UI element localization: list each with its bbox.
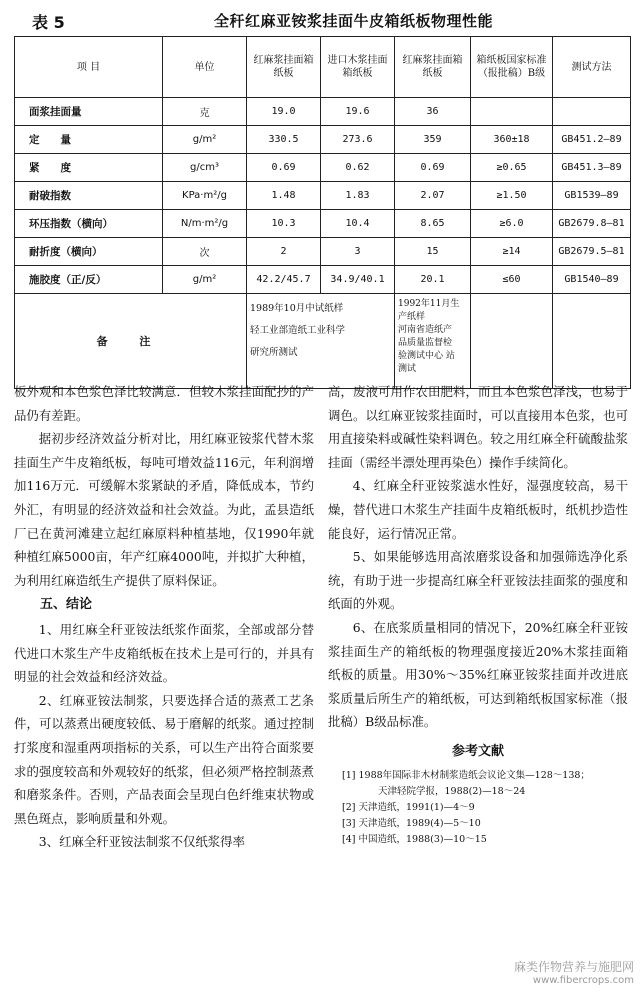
- cell-unit: 克: [163, 98, 247, 126]
- cell-item: 面浆挂面量: [15, 98, 163, 126]
- cell-value: 36: [395, 98, 471, 126]
- cell-unit: KPa·m²/g: [163, 182, 247, 210]
- left-column: [14, 380, 314, 854]
- remark-empty-cell: [471, 294, 553, 389]
- cell-standard: ≥0.65: [471, 154, 553, 182]
- cell-unit: N/m·m²/g: [163, 210, 247, 238]
- header-kenaf-1989: 红麻浆挂面箱纸板: [247, 37, 321, 98]
- cell-method: [553, 98, 631, 126]
- cell-unit: 次: [163, 238, 247, 266]
- cell-item: 紧 度: [15, 154, 163, 182]
- properties-table: [14, 36, 631, 389]
- remark-empty-cell: [553, 294, 631, 389]
- table-number: 表 5: [32, 13, 65, 32]
- header-national-standard: 箱纸板国家标准（报批稿）B级: [471, 37, 553, 98]
- remark-line: 轻工业部造纸工业科学: [250, 325, 346, 336]
- table-header-row: [15, 37, 631, 98]
- cell-value: 1.83: [321, 182, 395, 210]
- header-kenaf-1992: 红麻浆挂面箱纸板: [395, 37, 471, 98]
- remark-line: 1989年10月中试纸样: [250, 303, 344, 314]
- cell-value: 3: [321, 238, 395, 266]
- cell-method: GB1539—89: [553, 182, 631, 210]
- watermark: [514, 958, 634, 986]
- table-row: [15, 98, 631, 126]
- cell-value: 19.6: [321, 98, 395, 126]
- cell-unit: g/m²: [163, 266, 247, 294]
- cell-value: 15: [395, 238, 471, 266]
- header-imported-wood: 进口木浆挂面箱纸板: [321, 37, 395, 98]
- cell-value: 42.2/45.7: [247, 266, 321, 294]
- reference-item: 天津轻院学报，1988(2)—18～24: [378, 785, 526, 797]
- table-row: [15, 126, 631, 154]
- cell-standard: [471, 98, 553, 126]
- references-list: [328, 768, 628, 848]
- cell-item: 施胶度（正/反）: [15, 266, 163, 294]
- cell-value: 0.69: [247, 154, 321, 182]
- paragraph: 2、红麻亚铵法制浆，只要选择合适的蒸煮工艺条件，可以蒸煮出硬度较低、易于磨解的纸浆。通过控制打浆度和湿重两项指标的关系，可以生产出符合面浆要求的强度较高和外观较好的纸浆，但必须严格控制蒸煮和磨浆条件。否则，产品表面会呈现白色纤维束状物或黑色斑点，影响质量和外观。: [14, 692, 314, 826]
- table-title: 全秆红麻亚铵浆挂面牛皮箱纸板物理性能: [214, 12, 494, 30]
- header-test-method: 测试方法: [553, 37, 631, 98]
- cell-value: 10.4: [321, 210, 395, 238]
- header-unit: 单位: [163, 37, 247, 98]
- reference-item: [4] 中国造纸，1988(3)—10～15: [342, 833, 487, 845]
- cell-item: 耐折度（横向）: [15, 238, 163, 266]
- cell-method: GB1540—89: [553, 266, 631, 294]
- cell-standard: ≥1.50: [471, 182, 553, 210]
- table-row: [15, 238, 631, 266]
- section-heading-conclusion: 五、结论: [40, 597, 93, 613]
- paragraph: 6、在底浆质量相同的情况下，20%红麻全秆亚铵浆挂面生产的箱纸板的物理强度接近20%木浆挂面箱纸板的质量。用30%～35%红麻亚铵浆挂面并改进底浆质量后所生产的箱纸板，可达到箱纸板国家标准（报批稿）B级品标准。: [328, 619, 628, 730]
- cell-value: 0.62: [321, 154, 395, 182]
- cell-value: 359: [395, 126, 471, 154]
- remark-line: 1992年11月生: [398, 299, 460, 309]
- paragraph: 5、如果能够选用高浓磨浆设备和加强筛选净化系统，有助于进一步提高红麻全秆亚铵法挂面浆的强度和纸面的外观。: [328, 549, 628, 612]
- cell-method: GB451.2—89: [553, 126, 631, 154]
- cell-value: 20.1: [395, 266, 471, 294]
- cell-method: GB451.3—89: [553, 154, 631, 182]
- cell-item: 环压指数（横向）: [15, 210, 163, 238]
- cell-item: 定 量: [15, 126, 163, 154]
- cell-standard: 360±18: [471, 126, 553, 154]
- cell-unit: g/cm³: [163, 154, 247, 182]
- paragraph: 据初步经济效益分析对比，用红麻亚铵浆代替木浆挂面生产牛皮箱纸板，每吨可增效益116元，年利润增加116万元．可缓解木浆紧缺的矛盾，降低成本，节约外汇，有明显的经济效益和社会效益。为此，孟县造纸厂已在黄河滩建立起红麻原料种植基地，仅1990年就种植红麻5000亩，年产红麻4000吨，并拟扩大种植，为利用红麻造纸生产提供了原料保证。: [14, 431, 314, 588]
- table-row: [15, 182, 631, 210]
- cell-value: 330.5: [247, 126, 321, 154]
- cell-standard: ≤60: [471, 266, 553, 294]
- right-column: [328, 380, 628, 848]
- watermark-title: 麻类作物营养与施肥网: [513, 960, 634, 974]
- reference-item: [1] 1988年国际非木材制浆造纸会议论文集—128～138；: [342, 769, 590, 781]
- remark-line: 产纸样: [398, 312, 426, 322]
- cell-value: 8.65: [395, 210, 471, 238]
- reference-item: [3] 天津造纸，1989(4)—5～10: [342, 817, 481, 829]
- cell-value: 2: [247, 238, 321, 266]
- paragraph: 板外观和本色浆色泽比较满意．但较木浆挂面配抄的产品仍有差距。: [14, 384, 314, 423]
- reference-item: [2] 天津造纸，1991(1)—4～9: [342, 801, 475, 813]
- cell-standard: ≥6.0: [471, 210, 553, 238]
- remark-line: 测试: [398, 364, 417, 374]
- watermark-url: www.fibercrops.com: [532, 975, 634, 986]
- cell-unit: g/m²: [163, 126, 247, 154]
- references-heading: 参考文献: [451, 743, 504, 759]
- table-caption: [14, 8, 626, 32]
- paragraph: 3、红麻全秆亚铵法制浆不仅纸浆得率: [38, 834, 245, 850]
- remark-line: 品质量监督检: [398, 338, 453, 348]
- remark-1989: [247, 294, 395, 389]
- paragraph: 4、红麻全秆亚铵浆滤水性好，湿强度较高，易干燥，替代进口木浆生产挂面牛皮箱纸板时，纸机抄造性能良好，运行情况正常。: [328, 478, 628, 541]
- table-row: [15, 154, 631, 182]
- remark-label: 备 注: [15, 294, 247, 389]
- cell-value: 1.48: [247, 182, 321, 210]
- remark-line: 验测试中心 站: [398, 351, 455, 361]
- remark-line: 研究所测试: [250, 347, 298, 358]
- cell-value: 10.3: [247, 210, 321, 238]
- cell-value: 273.6: [321, 126, 395, 154]
- remark-line: 河南省造纸产: [398, 325, 453, 335]
- cell-value: 19.0: [247, 98, 321, 126]
- paragraph: 1、用红麻全秆亚铵法纸浆作面浆，全部或部分替代进口木浆生产牛皮箱纸板在技术上是可行的，并具有明显的社会效益和经济效益。: [14, 621, 314, 685]
- table-row: [15, 210, 631, 238]
- cell-value: 2.07: [395, 182, 471, 210]
- cell-value: 34.9/40.1: [321, 266, 395, 294]
- cell-item: 耐破指数: [15, 182, 163, 210]
- cell-value: 0.69: [395, 154, 471, 182]
- cell-standard: ≥14: [471, 238, 553, 266]
- table-remark-row: [15, 294, 631, 389]
- cell-method: GB2679.8—81: [553, 210, 631, 238]
- header-item: 项 目: [15, 37, 163, 98]
- paragraph: 高，废液可用作农田肥料，而且本色浆色泽浅，也易于调色。以红麻亚铵浆挂面时，可以直接用本色浆，也可用直接染料或碱性染料调色。较之用红麻全秆硫酸盐浆挂面（需经半漂处理再染色）操作手续简化。: [328, 384, 628, 470]
- remark-1992: [395, 294, 471, 389]
- table-row: [15, 266, 631, 294]
- cell-method: GB2679.5—81: [553, 238, 631, 266]
